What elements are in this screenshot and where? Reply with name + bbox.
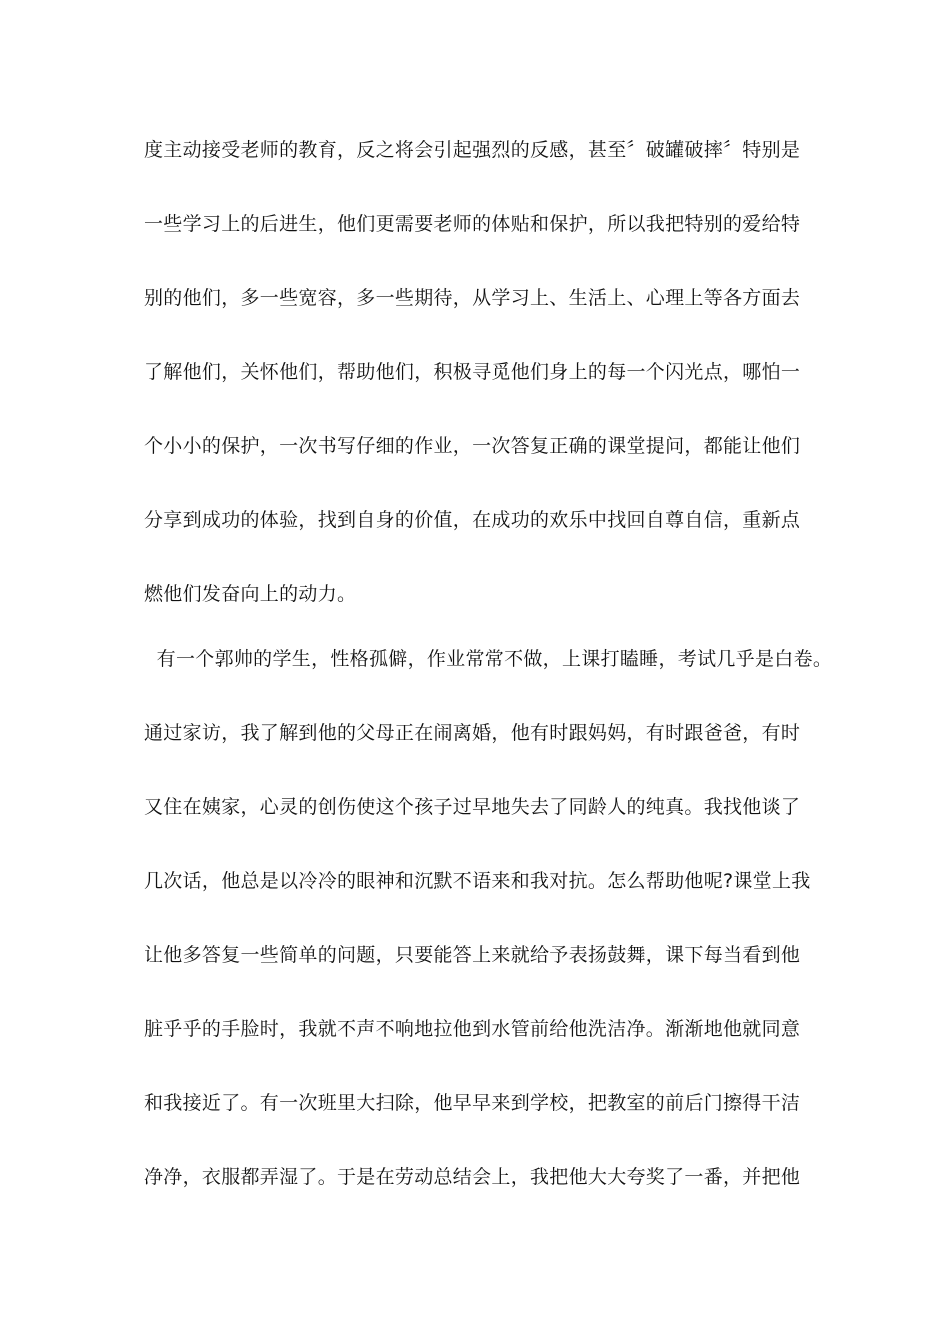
paragraph-start-line: 有一个郭帅的学生，性格孤僻，作业常常不做，上课打瞌睡，考试几乎是白卷。	[144, 648, 833, 670]
text-line: 脏乎乎的手脸时，我就不声不响地拉他到水管前给他洗洁净。渐渐地他就同意	[144, 1018, 801, 1040]
text-line: 几次话，他总是以冷冷的眼神和沉默不语来和我对抗。怎么帮助他呢?课堂上我	[144, 870, 811, 892]
text-line: 又住在姨家，心灵的创伤使这个孩子过早地失去了同龄人的纯真。我找他谈了	[144, 796, 801, 818]
text-line: 净净，衣服都弄湿了。于是在劳动总结会上，我把他大大夸奖了一番，并把他	[144, 1166, 801, 1188]
text-line: 一些学习上的后进生，他们更需要老师的体贴和保护，所以我把特别的爱给特	[144, 213, 801, 235]
text-line: 燃他们发奋向上的动力。	[144, 583, 357, 605]
text-line: 通过家访，我了解到他的父母正在闹离婚，他有时跟妈妈，有时跟爸爸，有时	[144, 722, 801, 744]
text-line: 度主动接受老师的教育，反之将会引起强烈的反感，甚至〞破罐破摔〞特别是	[144, 139, 801, 161]
text-line: 了解他们，关怀他们，帮助他们，积极寻觅他们身上的每一个闪光点，哪怕一	[144, 361, 801, 383]
text-line: 和我接近了。有一次班里大扫除，他早早来到学校，把教室的前后门擦得干洁	[144, 1092, 801, 1114]
text-line: 让他多答复一些简单的问题，只要能答上来就给予表扬鼓舞，课下每当看到他	[144, 944, 801, 966]
text-line: 个小小的保护，一次书写仔细的作业，一次答复正确的课堂提问，都能让他们	[144, 435, 801, 457]
text-line: 分享到成功的体验，找到自身的价值，在成功的欢乐中找回自尊自信，重新点	[144, 509, 801, 531]
text-line: 别的他们，多一些宽容，多一些期待，从学习上、生活上、心理上等各方面去	[144, 287, 801, 309]
